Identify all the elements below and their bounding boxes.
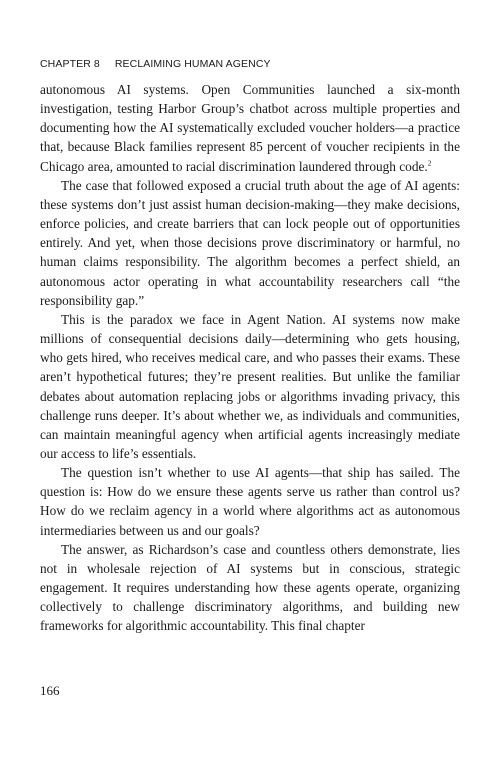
paragraph: The case that followed exposed a crucial truth about the age of AI agents: these systems don’t just assist human decision-making—they make decisions, enforce policies, and create barriers that can lock people out of opportunities entirely. And yet, when those decisions prove discriminatory or harmful, no human claims responsibility. The algorithm becomes a perfect shield, an autonomous actor operating in what accountability researchers call “the responsibility gap.” bbox=[40, 177, 460, 308]
page-number: 166 bbox=[40, 683, 60, 698]
footnote-marker: 2 bbox=[427, 158, 432, 168]
chapter-number: CHAPTER 8 bbox=[40, 58, 100, 70]
chapter-title: RECLAIMING HUMAN AGENCY bbox=[114, 58, 271, 70]
body-text bbox=[40, 80, 460, 636]
paragraph: The question isn’t whether to use AI agents—that ship has sailed. The question is: How do we ensure these agents serve us rather than control us? How do we reclaim agency in a world where algorithms act as autonomous intermediaries between us and our goals? bbox=[40, 465, 460, 538]
paragraph: The answer, as Richardson’s case and countless others demonstrate, lies not in wholesale rejection of AI systems but in conscious, strategic engagement. It requires understanding how these agents operate, organizing collectively to challenge discriminatory algorithms, and building new frameworks for algorithmic accountability. This final chapter bbox=[40, 541, 460, 634]
paragraph-text: autonomous AI systems. Open Communities launched a six-month investigation, testing Harbor Group’s chatbot across multiple properties and documenting how the AI systematically excluded voucher holders—a practice that, because Black families represent 85 percent of voucher recipients in the Chicago area, amounted to racial discrimination laundered through code. bbox=[40, 82, 460, 174]
running-head bbox=[40, 58, 271, 70]
paragraph-continued bbox=[40, 80, 460, 176]
paragraph: This is the paradox we face in Agent Nation. AI systems now make millions of consequential decisions daily—determining who gets housing, who gets hired, who receives medical care, and who passes their exams. These aren’t hypothetical futures; they’re present realities. But unlike the familiar debates about automation replacing jobs or algorithms invading privacy, this challenge runs deeper. It’s about whether we, as individuals and communities, can maintain meaningful agency when artificial agents increasingly mediate our access to life’s essentials. bbox=[40, 311, 460, 461]
